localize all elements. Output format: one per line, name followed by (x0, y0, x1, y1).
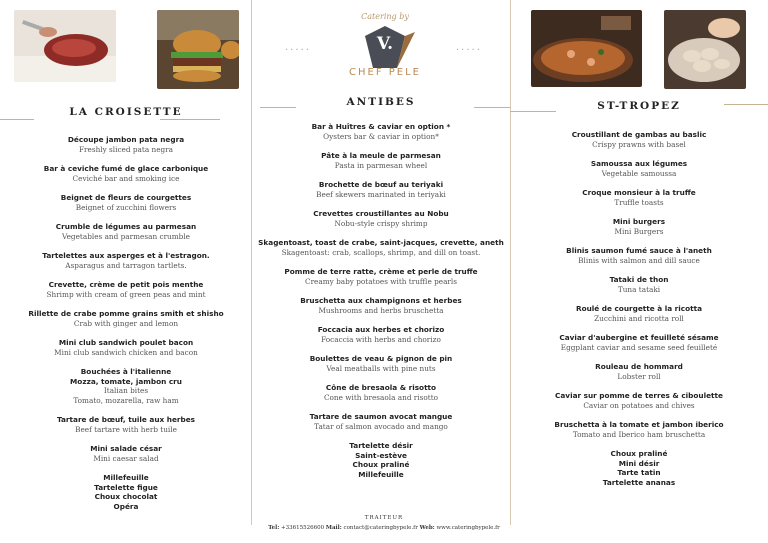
item-name: Caviar d'aubergine et feuilleté sésame (559, 333, 719, 342)
item-translation: Vegetables and parmesan crumble (62, 231, 190, 241)
menu-heading: LA CROISETTE (69, 106, 183, 118)
tel-value[interactable]: +33615526600 (281, 525, 325, 531)
dessert-item: Millefeuille (103, 473, 149, 482)
item-name: Beignet de fleurs de courgettes (60, 193, 192, 202)
menu-item (510, 159, 768, 178)
menu-item (252, 412, 510, 431)
item-name: Tartare de saumon avocat mangue (309, 412, 453, 421)
dessert-list (252, 441, 510, 479)
item-name: Tataki de thon (609, 275, 669, 284)
item-name: Crumble de légumes au parmesan (55, 222, 197, 231)
dessert-item: Mini désir (618, 458, 660, 468)
menu-item (0, 222, 252, 241)
menu-item (0, 164, 252, 183)
menu-item (510, 217, 768, 236)
item-name: Mini burgers (612, 217, 666, 226)
logo-brand-name: CHEF PELE (349, 67, 421, 78)
item-name-line2: Mozza, tomate, jambon cru (70, 376, 182, 386)
item-translation: Shrimp with cream of green peas and mint (46, 289, 206, 299)
menu-item (510, 362, 768, 381)
item-translation: Focaccia with herbs and chorizo (321, 334, 441, 344)
heading-line (160, 119, 220, 120)
menu-items (0, 135, 252, 511)
ornament-dots-left: ..... (285, 42, 311, 53)
dessert-item: Choux praliné (352, 460, 410, 469)
menu-item (510, 275, 768, 294)
item-translation: Cone with bresaola and risotto (323, 392, 439, 402)
menu-column-st-tropez (510, 0, 768, 543)
item-translation: Veal meatballs with pine nuts (326, 363, 436, 373)
heading-line (510, 111, 556, 112)
menu-item (510, 130, 768, 149)
menu-column-antibes (252, 0, 510, 543)
item-name: Rillette de crabe pomme grains smith et shisho (28, 309, 224, 318)
item-name: Croque monsieur à la truffe (582, 188, 696, 197)
item-name: Bruschetta aux champignons et herbes (300, 296, 462, 305)
dessert-list (510, 449, 768, 487)
dessert-list (0, 473, 252, 511)
heading-line (0, 119, 34, 120)
menu-heading: ANTIBES (346, 96, 416, 108)
menu-item (0, 367, 252, 405)
item-name: Brochette de bœuf au teriyaki (318, 180, 444, 189)
web-label: Web: (419, 525, 435, 531)
menu-heading: ST-TROPEZ (597, 100, 681, 112)
item-name: Pâte à la meule de parmesan (321, 151, 441, 160)
item-name: Caviar sur pomme de terres & ciboulette (555, 391, 723, 400)
menu-item (510, 304, 768, 323)
menu-item (510, 391, 768, 410)
item-name: Cône de bresaola & risotto (325, 383, 437, 392)
item-translation: Beef tartare with herb tuile (75, 424, 177, 434)
item-name: Crevette, crème de petit pois menthe (48, 280, 204, 289)
item-name: Samoussa aux légumes (590, 159, 688, 168)
logo-monogram: V. (376, 34, 394, 54)
menu-items (510, 130, 768, 487)
item-translation: Beef skewers marinated in teriyaki (316, 189, 446, 199)
menu-item (510, 333, 768, 352)
dessert-item: Choux chocolat (94, 492, 158, 501)
item-translation: Tuna tataki (617, 284, 661, 294)
mail-label: Mail: (325, 525, 342, 531)
item-translation: Ceviché bar and smoking ice (72, 173, 180, 183)
heading-line (260, 107, 296, 108)
item-translation: Caviar on potatoes and chives (583, 400, 695, 410)
menu-item (0, 193, 252, 212)
dessert-item: Choux praliné (610, 449, 668, 458)
menu-item (0, 309, 252, 328)
item-translation: Mini club sandwich chicken and bacon (54, 347, 198, 357)
item-name: Bar à ceviche fumé de glace carbonique (43, 164, 209, 173)
item-translation: Oysters bar & caviar in option* (323, 131, 439, 141)
menu-items (252, 122, 510, 479)
menu-item (510, 246, 768, 265)
item-translation: Mushrooms and herbs bruschetta (318, 305, 444, 315)
item-name: Boulettes de veau & pignon de pin (309, 354, 453, 363)
item-translation: Creamy baby potatoes with truffle pearls (304, 276, 457, 286)
item-translation: Freshly sliced pata negra (78, 144, 174, 154)
dessert-item: Tartelette ananas (602, 477, 676, 487)
item-name: Croustillant de gambas au baslic (571, 130, 707, 139)
menu-item (252, 151, 510, 170)
item-translation: Truffle toasts (614, 197, 664, 207)
menu-item (0, 338, 252, 357)
menu-item (0, 280, 252, 299)
menu-item (252, 383, 510, 402)
ornament-dots-right: ..... (456, 42, 482, 53)
menu-item (0, 251, 252, 270)
item-translation: Pasta in parmesan wheel (334, 160, 428, 170)
item-translation: Asparagus and tarragon tartlets. (65, 260, 187, 270)
item-name: Bar à Huîtres & caviar en option * (311, 122, 451, 131)
item-name: Blinis saumon fumé sauce à l'aneth (566, 246, 712, 255)
item-name: Découpe jambon pata negra (67, 135, 185, 144)
item-translation: Skagentoast: crab, scallops, shrimp, and dill on toast. (281, 247, 481, 257)
item-translation-line2: Tomato, mozarella, raw ham (73, 395, 179, 405)
item-translation: Mini Burgers (614, 226, 664, 236)
item-translation: Mini caesar salad (93, 453, 159, 463)
menu-item (252, 180, 510, 199)
dessert-item: Tartelette désir (349, 441, 413, 450)
item-translation: Tatar of salmon avocado and mango (314, 421, 448, 431)
item-name: Mini club sandwich poulet bacon (58, 338, 194, 347)
menu-item (252, 354, 510, 373)
item-translation: Beignet of zucchini flowers (75, 202, 177, 212)
item-name: Mini salade césar (90, 444, 162, 453)
item-translation: Blinis with salmon and dill sauce (578, 255, 700, 265)
dessert-item: Millefeuille (358, 469, 404, 479)
dessert-item: Opéra (113, 501, 139, 511)
heading-line (474, 107, 510, 108)
item-name: Pomme de terre ratte, crème et perle de truffe (284, 267, 478, 276)
menu-item (0, 135, 252, 154)
item-translation: Nobu-style crispy shrimp (334, 218, 428, 228)
item-translation: Crispy prawns with basel (592, 139, 686, 149)
item-name: Foccacia aux herbes et chorizo (317, 325, 445, 334)
menu-item (510, 188, 768, 207)
item-name: Rouleau de hommard (595, 362, 683, 371)
item-translation: Zucchini and ricotta roll (594, 313, 684, 323)
heading-line (724, 104, 768, 105)
item-name: Bouchées à l'italienne (80, 367, 172, 376)
menu-item (252, 209, 510, 228)
item-translation: Vegetable samoussa (601, 168, 677, 178)
item-name: Bruschetta à la tomate et jambon iberico (554, 420, 724, 429)
item-translation: Tomato and Iberico ham bruschetta (572, 429, 706, 439)
item-name: Crevettes croustillantes au Nobu (313, 209, 449, 218)
item-translation: Lobster roll (617, 371, 661, 381)
menu-item (0, 444, 252, 463)
item-name: Tartare de bœuf, tuile aux herbes (56, 415, 196, 424)
menu-item (252, 122, 510, 141)
tel-label: Tel: (268, 525, 280, 531)
menu-item (510, 420, 768, 439)
mail-value[interactable]: contact@cateringbypele.fr (343, 525, 418, 531)
menu-item (0, 415, 252, 434)
menu-column-la-croisette (0, 0, 252, 543)
item-name: Skagentoast, toast de crabe, saint-jacques, crevette, aneth (258, 238, 504, 247)
web-value[interactable]: www.cateringbypele.fr (436, 525, 500, 531)
logo-script-text: Catering by (361, 12, 409, 21)
dessert-item: Tartelette figue (94, 482, 158, 492)
menu-item (252, 267, 510, 286)
footer-title: TRAITEUR (364, 515, 404, 521)
footer-contact (0, 525, 768, 531)
item-name: Tartelettes aux asperges et à l'estragon. (42, 251, 210, 260)
item-name: Roulé de courgette à la ricotta (575, 304, 703, 313)
menu-item (252, 325, 510, 344)
footer (0, 515, 768, 531)
dessert-item: Saint-estève (355, 450, 407, 460)
item-translation: Eggplant caviar and sesame seed feuilleté (560, 342, 718, 352)
item-translation: Italian bites (103, 386, 149, 395)
menu-item (252, 296, 510, 315)
menu-item (252, 238, 510, 257)
item-translation: Crab with ginger and lemon (73, 318, 179, 328)
dessert-item: Tarte tatin (617, 468, 661, 477)
